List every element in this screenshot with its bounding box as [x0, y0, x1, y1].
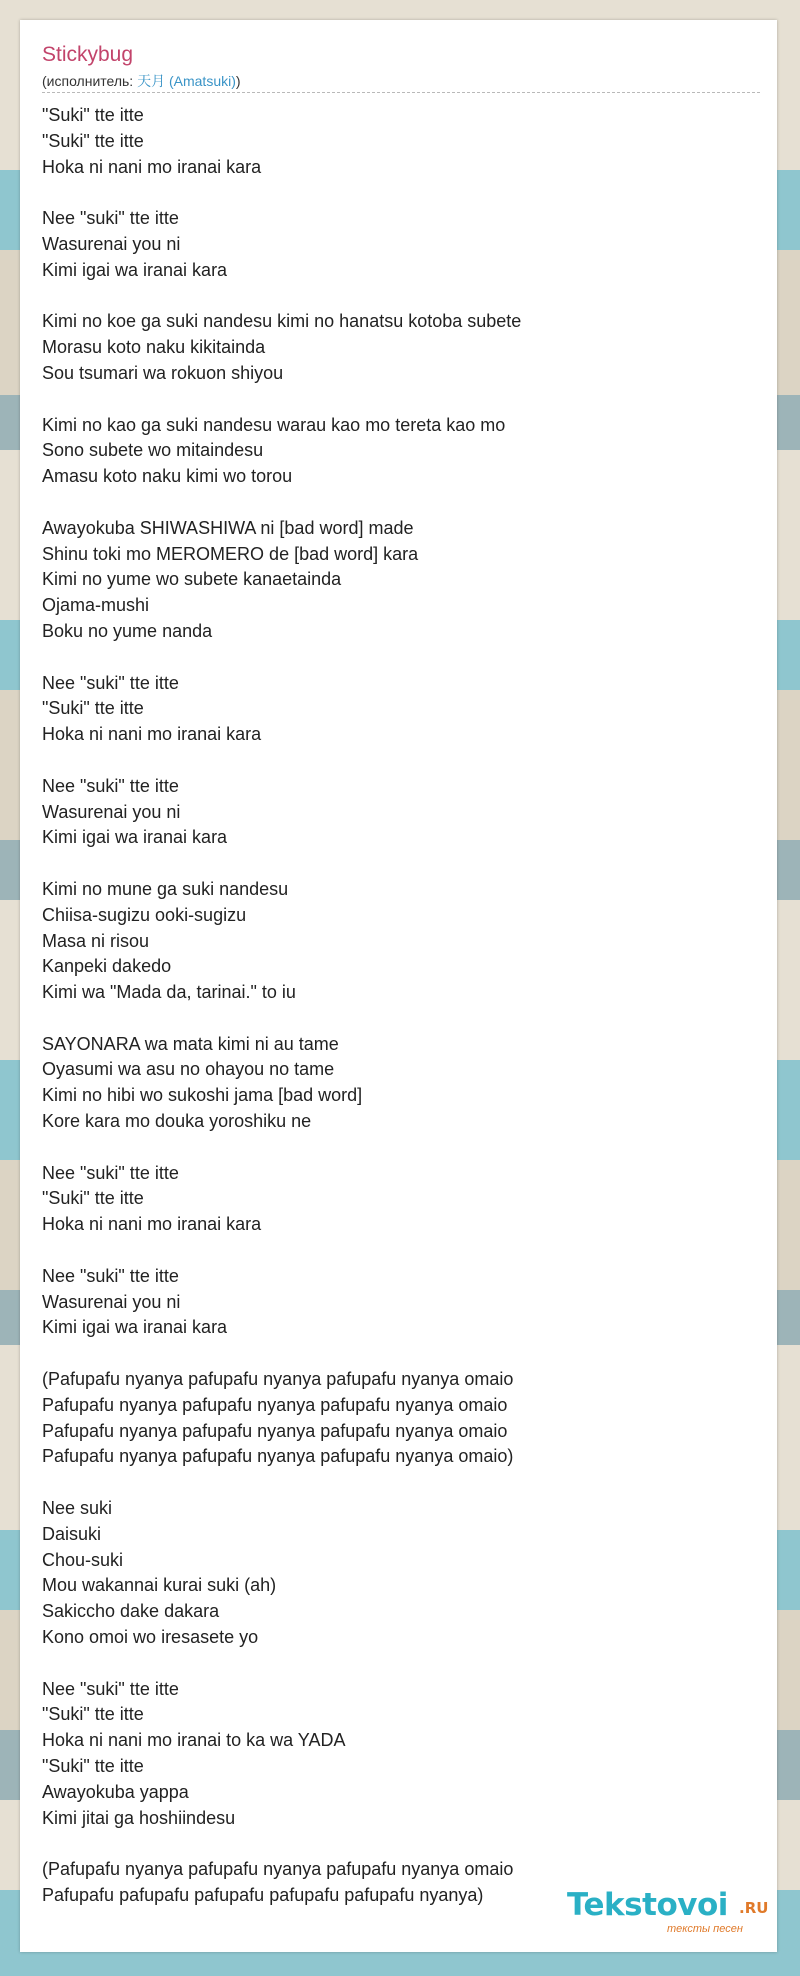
lyric-line: Amasu koto naku kimi wo torou — [42, 466, 293, 487]
lyric-line: Sou tsumari wa rokuon shiyou — [42, 362, 284, 383]
lyric-line: Awayokuba yappa — [42, 1781, 189, 1802]
lyric-line: Kimi igai wa iranai kara — [42, 827, 228, 848]
lyric-line: Kimi igai wa iranai kara — [42, 1317, 228, 1338]
artist-suffix: ) — [235, 73, 241, 89]
lyric-line: Kimi no koe ga suki nandesu kimi no hanatsu kotoba subete — [42, 311, 522, 332]
lyrics-text — [42, 103, 752, 1909]
lyric-line: Nee "suki" tte itte — [42, 208, 179, 229]
lyric-line: (Pafupafu nyanya pafupafu nyanya pafupafu nyanya omaio — [42, 1369, 514, 1390]
lyric-line: Kimi no yume wo subete kanaetainda — [42, 569, 342, 590]
lyric-line: Ojama-mushi — [42, 595, 150, 616]
lyric-line: SAYONARA wa mata kimi ni au tame — [42, 1033, 339, 1054]
lyric-line: Kimi no mune ga suki nandesu — [42, 878, 289, 899]
lyric-line: Sono subete wo mitaindesu — [42, 440, 264, 461]
artist-prefix: (исполнитель: — [42, 73, 138, 89]
lyric-line: "Suki" tte itte — [42, 130, 144, 151]
lyrics-stanza — [42, 1161, 752, 1238]
lyrics-stanza — [42, 774, 752, 851]
lyric-line: Wasurenai you ni — [42, 1291, 181, 1312]
lyrics-stanza — [42, 1032, 752, 1135]
lyric-line: Kimi jitai ga hoshiindesu — [42, 1807, 236, 1828]
lyrics-stanza — [42, 309, 752, 386]
lyric-line: Pafupafu nyanya pafupafu nyanya pafupafu nyanya omaio — [42, 1420, 508, 1441]
lyric-line: Wasurenai you ni — [42, 233, 181, 254]
lyric-line: Nee "suki" tte itte — [42, 775, 179, 796]
lyric-line: Nee suki — [42, 1498, 113, 1519]
logo-wordmark: Tekstovoi — [567, 1887, 728, 1923]
lyric-line: Kimi no hibi wo sukoshi jama [bad word] — [42, 1085, 363, 1106]
lyric-line: "Suki" tte itte — [42, 698, 144, 719]
artist-link[interactable]: 天月 (Amatsuki) — [137, 73, 236, 89]
lyrics-stanza — [42, 1264, 752, 1341]
lyric-line: Kimi igai wa iranai kara — [42, 259, 228, 280]
lyrics-card — [20, 20, 777, 1952]
lyric-line: Boku no yume nanda — [42, 620, 213, 641]
lyrics-stanza — [42, 671, 752, 748]
lyric-line: "Suki" tte itte — [42, 1188, 144, 1209]
lyric-line: Nee "suki" tte itte — [42, 672, 179, 693]
lyric-line: (Pafupafu nyanya pafupafu nyanya pafupafu nyanya omaio — [42, 1859, 514, 1880]
song-title: Stickybug — [42, 43, 134, 66]
lyric-line: Nee "suki" tte itte — [42, 1162, 179, 1183]
lyric-line: Chou-suki — [42, 1549, 124, 1570]
lyric-line: Kono omoi wo iresasete yo — [42, 1627, 259, 1648]
lyric-line: Sakiccho dake dakara — [42, 1601, 220, 1622]
lyric-line: Mou wakannai kurai suki (ah) — [42, 1575, 277, 1596]
lyric-line: Kimi wa "Mada da, tarinai." to iu — [42, 982, 296, 1003]
lyric-line: Hoka ni nani mo iranai kara — [42, 1214, 262, 1235]
lyric-line: Chiisa-sugizu ooki-sugizu — [42, 904, 247, 925]
lyric-line: "Suki" tte itte — [42, 1704, 144, 1725]
tekstovoi-logo[interactable] — [567, 1887, 777, 1947]
lyric-line: Nee "suki" tte itte — [42, 1678, 179, 1699]
lyric-line: Hoka ni nani mo iranai kara — [42, 156, 262, 177]
lyric-line: Morasu koto naku kikitainda — [42, 337, 266, 358]
lyrics-stanza — [42, 206, 752, 283]
dashed-divider — [42, 92, 760, 93]
lyric-line: Hoka ni nani mo iranai kara — [42, 724, 262, 745]
lyric-line: Oyasumi wa asu no ohayou no tame — [42, 1059, 335, 1080]
lyric-line: "Suki" tte itte — [42, 105, 144, 125]
lyrics-stanza — [42, 413, 752, 490]
lyrics-stanza — [42, 1367, 752, 1470]
lyric-line: Pafupafu nyanya pafupafu nyanya pafupafu nyanya omaio — [42, 1394, 508, 1415]
lyric-line: Shinu toki mo MEROMERO de [bad word] kara — [42, 543, 419, 564]
lyrics-stanza — [42, 877, 752, 1006]
logo-domain: .RU — [739, 1899, 769, 1917]
lyric-line: Pafupafu pafupafu pafupafu pafupafu pafupafu nyanya) — [42, 1884, 484, 1905]
lyric-line: Kore kara mo douka yoroshiku ne — [42, 1111, 312, 1132]
lyric-line: Hoka ni nani mo iranai to ka wa YADA — [42, 1730, 346, 1751]
lyrics-stanza — [42, 1677, 752, 1832]
lyrics-stanza — [42, 516, 752, 645]
lyric-line: Masa ni risou — [42, 930, 150, 951]
logo-tagline: тексты песен — [667, 1923, 743, 1935]
lyric-line: "Suki" tte itte — [42, 1756, 144, 1776]
lyric-line: Daisuki — [42, 1523, 102, 1544]
lyric-line: Pafupafu nyanya pafupafu nyanya pafupafu nyanya omaio) — [42, 1446, 514, 1467]
lyric-line: Wasurenai you ni — [42, 801, 181, 822]
lyric-line: Awayokuba SHIWASHIWA ni [bad word] made — [42, 517, 414, 538]
artist-line — [42, 72, 241, 90]
lyrics-stanza — [42, 103, 752, 180]
lyrics-stanza — [42, 1496, 752, 1651]
lyric-line: Nee "suki" tte itte — [42, 1265, 179, 1286]
lyric-line: Kanpeki dakedo — [42, 956, 172, 977]
lyric-line: Kimi no kao ga suki nandesu warau kao mo tereta kao mo — [42, 414, 506, 435]
